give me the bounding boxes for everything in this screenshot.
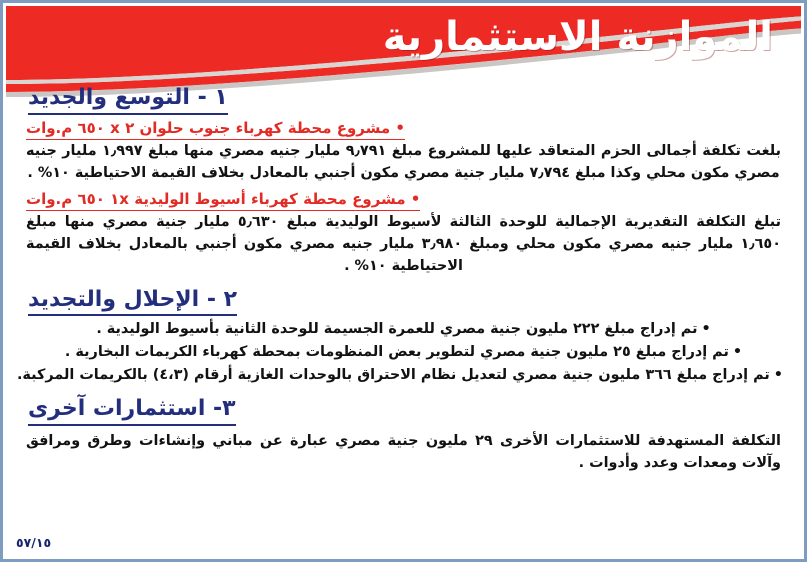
section-2-title: ٢ - الإحلال والتجديد — [28, 286, 237, 317]
bullet-dot-icon: • — [701, 321, 711, 338]
document-content — [6, 82, 801, 556]
bullet-dot-icon: • — [773, 366, 783, 383]
bullet-dot-icon: • — [732, 344, 743, 361]
subheading-south-helwan-text: • مشروع محطة كهرباء جنوب حلوان ٢ x ٦٥٠ م.وات — [26, 119, 405, 141]
paragraph-assiut-walidia: تبلغ التكلفة التقديرية الإجمالية للوحدة الثالثة لأسيوط الوليدية مبلغ ٥٫٦٣٠ مليار جنية مصري منها مبلغ ١٫٦٥٠ مليار جنيه مصري مكون محلي ومبلغ ٣٫٩٨٠ مليار جنيه مصري مكون أجنبي بالمعادل بخلاف القيمة الاحتياطية ١٠% . — [26, 214, 781, 275]
subheading-south-helwan — [20, 118, 787, 141]
replacement-bullet-list — [16, 319, 783, 386]
list-item — [16, 365, 783, 387]
paragraph-other-investments: التكلفة المستهدفة للاستثمارات الأخرى ٢٩ مليون جنية مصري عبارة عن مباني وإنشاءات وطرق ومرافق وآلات ومعدات وعدد وأدوات . — [26, 432, 781, 471]
list-item-text: تم إدراج مبلغ ٣٦٦ مليون جنية مصري لتعديل نظام الاحتراق بالوحدات الغازية أرقام (٤،٣) بالكريمات المركبة. — [16, 366, 770, 383]
section-heading-replacement — [20, 286, 787, 317]
section-1-title: ١ - التوسع والجديد — [28, 84, 228, 115]
subheading-assiut-walidia-text: • مشروع محطة كهرباء أسيوط الوليدية ١x ٦٥٠ م.وات — [26, 190, 420, 212]
list-item — [24, 342, 783, 364]
subheading-assiut-walidia — [20, 189, 787, 212]
list-item — [24, 319, 783, 341]
paragraph-south-helwan: بلغت تكلفة أجمالى الحزم المتعاقد عليها للمشروع مبلغ ٩٫٧٩١ مليار جنيه مصري منها مبلغ ١٫٩٩٧ مليار جنيه مصري مكون محلي وكذا مبلغ ٧٫٧٩٤ مليار جنية مصري مكون أجنبي بالمعادل بخلاف القيمة الاحتياطية ١٠% . — [26, 143, 781, 181]
list-item-text: تم إدراج مبلغ ٢٥ مليون جنية مصري لتطوير بعض المنظومات بمحطة كهرباء الكريمات البخارية . — [64, 344, 729, 361]
page-inner — [6, 6, 801, 556]
section-heading-other-investments — [20, 395, 787, 426]
list-item-text: تم إدراج مبلغ ٢٢٢ مليون جنية مصري للعمرة الجسيمة للوحدة الثانية بأسيوط الوليدية . — [96, 321, 698, 338]
section-3-title: ٣- استثمارات آخرى — [28, 395, 236, 426]
page-number: ٥٧/١٥ — [16, 535, 52, 550]
section-heading-expansion — [20, 84, 787, 115]
page-title: الموازنة الاستثمارية — [382, 14, 773, 60]
